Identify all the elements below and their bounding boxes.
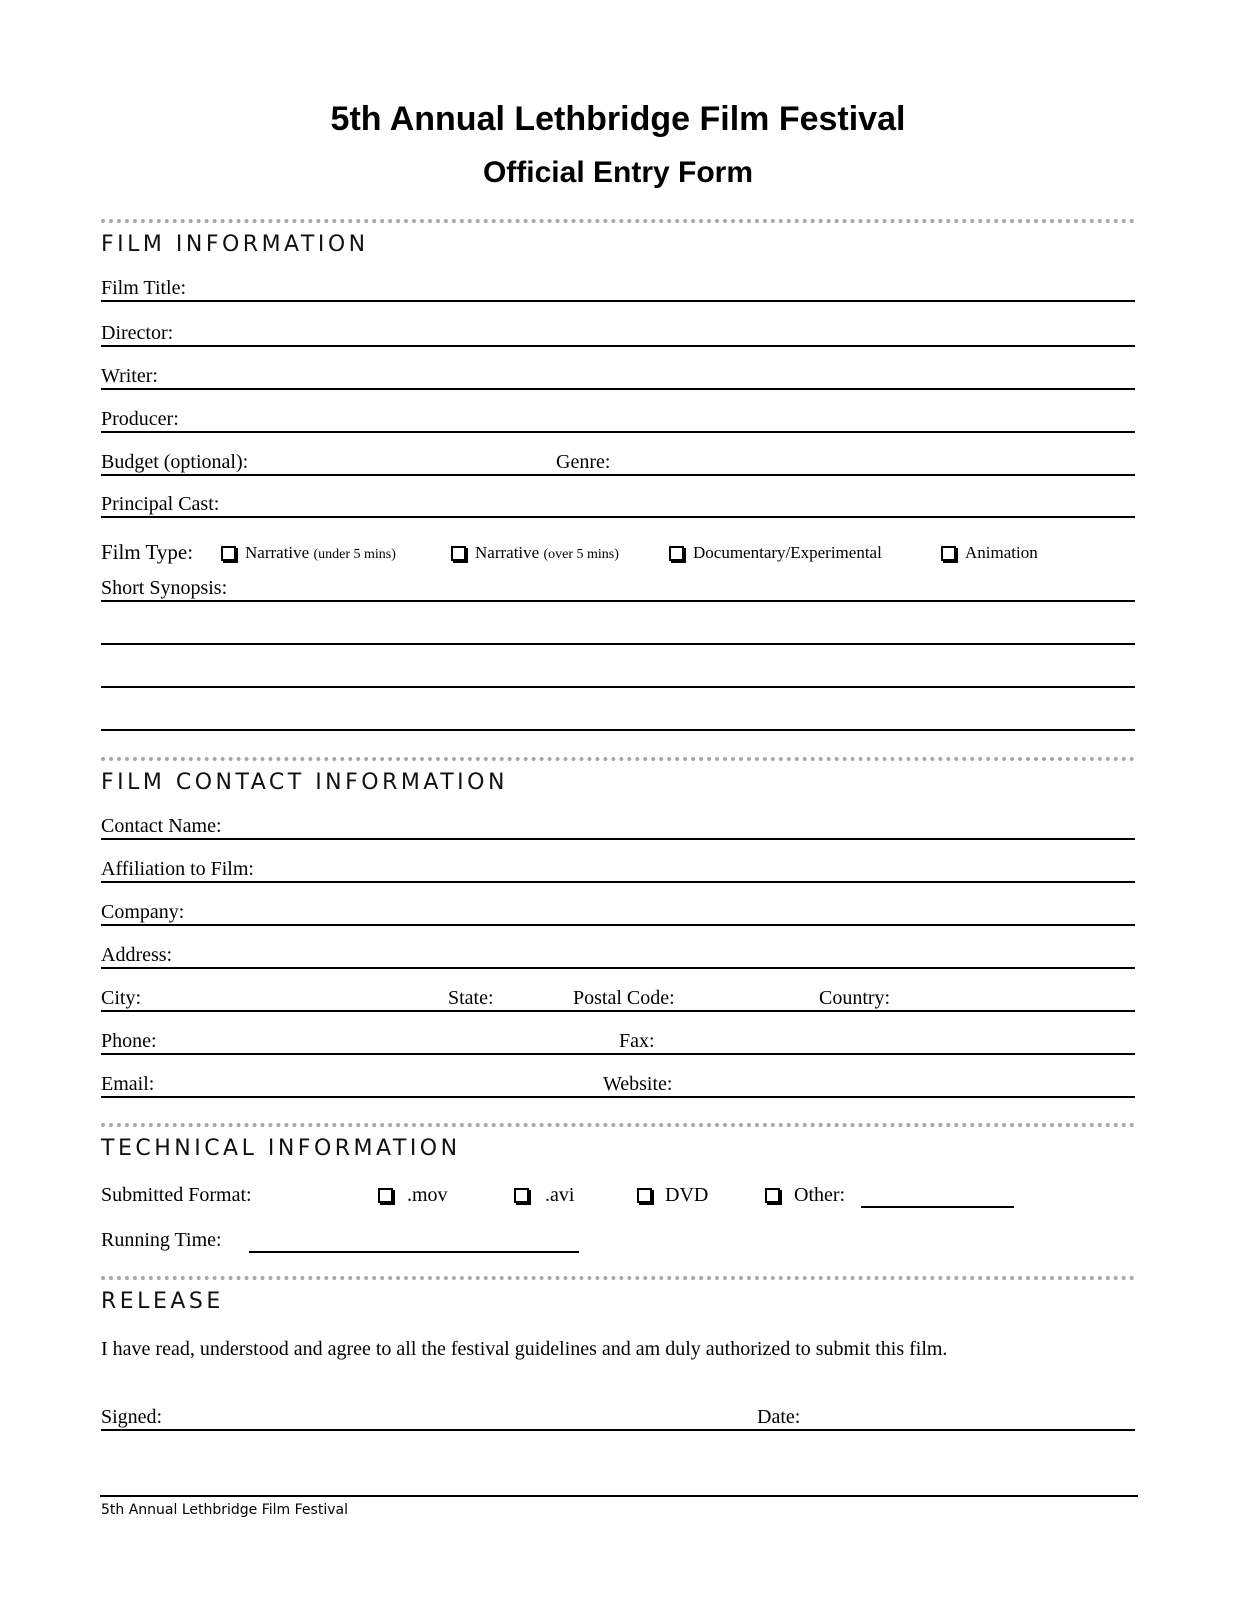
affiliation-line xyxy=(101,881,1135,883)
format-option-other: Other: xyxy=(794,1184,846,1206)
producer-line xyxy=(101,431,1135,433)
contact-name-input[interactable] xyxy=(246,816,1131,837)
film-title-label: Film Title: xyxy=(101,277,187,299)
address-input[interactable] xyxy=(196,945,1131,966)
phone-label: Phone: xyxy=(101,1030,157,1052)
address-line xyxy=(101,967,1135,969)
section-heading-film-information: FILM INFORMATION xyxy=(101,232,369,257)
synopsis-line xyxy=(101,686,1135,688)
film-type-option-narrative-under xyxy=(245,543,396,563)
affiliation-label: Affiliation to Film: xyxy=(101,858,254,880)
city-input[interactable] xyxy=(156,988,426,1009)
email-input[interactable] xyxy=(171,1074,591,1095)
city-line xyxy=(101,1010,1135,1012)
genre-label: Genre: xyxy=(556,451,611,473)
running-time-input[interactable] xyxy=(251,1231,576,1252)
submitted-format-row xyxy=(101,1184,1135,1214)
synopsis-input-2[interactable] xyxy=(101,621,1131,642)
director-label: Director: xyxy=(101,322,174,344)
film-type-option-narrative-over xyxy=(475,543,619,563)
format-other-input[interactable] xyxy=(863,1186,1013,1207)
film-type-option-animation: Animation xyxy=(965,543,1038,562)
running-time-row xyxy=(101,1229,601,1259)
genre-input[interactable] xyxy=(621,452,1131,473)
synopsis-input-4[interactable] xyxy=(101,707,1131,728)
synopsis-label: Short Synopsis: xyxy=(101,577,228,599)
synopsis-input-1[interactable] xyxy=(251,578,1131,599)
film-type-note: (over 5 mins) xyxy=(543,547,619,562)
writer-line xyxy=(101,388,1135,390)
date-input[interactable] xyxy=(816,1407,1131,1428)
country-label: Country: xyxy=(819,987,891,1009)
release-statement: I have read, understood and agree to all the festival guidelines and am duly authorized to submit this film. xyxy=(101,1338,948,1360)
synopsis-input-3[interactable] xyxy=(101,664,1131,685)
format-checkbox-dvd[interactable] xyxy=(637,1188,652,1203)
film-type-label: Film Type: xyxy=(101,540,194,564)
section-divider xyxy=(101,219,1135,223)
page-title: 5th Annual Lethbridge Film Festival xyxy=(330,100,906,138)
footer-rule xyxy=(100,1495,1138,1497)
format-checkbox-avi[interactable] xyxy=(514,1188,529,1203)
section-heading-contact-information: FILM CONTACT INFORMATION xyxy=(101,770,508,795)
signed-label: Signed: xyxy=(101,1406,163,1428)
contact-name-label: Contact Name: xyxy=(101,815,222,837)
section-divider xyxy=(101,1276,1135,1280)
film-type-name: Narrative xyxy=(475,543,540,562)
film-type-option-documentary: Documentary/Experimental xyxy=(693,543,882,562)
budget-genre-line xyxy=(101,474,1135,476)
budget-input[interactable] xyxy=(276,452,536,473)
synopsis-line xyxy=(101,600,1135,602)
signed-date-line xyxy=(101,1429,1135,1431)
submitted-format-label: Submitted Format: xyxy=(101,1184,252,1206)
film-type-checkbox-animation[interactable] xyxy=(941,546,956,561)
producer-input[interactable] xyxy=(196,409,1131,430)
format-checkbox-mov[interactable] xyxy=(378,1188,393,1203)
writer-label: Writer: xyxy=(101,365,158,387)
phone-fax-line xyxy=(101,1053,1135,1055)
phone-input[interactable] xyxy=(176,1031,596,1052)
state-input[interactable] xyxy=(506,988,566,1009)
fax-label: Fax: xyxy=(619,1030,655,1052)
address-label: Address: xyxy=(101,944,173,966)
page-subtitle: Official Entry Form xyxy=(482,156,754,189)
state-label: State: xyxy=(448,987,494,1009)
section-heading-technical-information: TECHNICAL INFORMATION xyxy=(101,1136,461,1161)
city-label: City: xyxy=(101,987,142,1009)
film-title-input[interactable] xyxy=(211,278,1131,299)
company-input[interactable] xyxy=(206,902,1131,923)
format-option-avi: .avi xyxy=(545,1184,575,1206)
film-title-line xyxy=(101,300,1135,302)
format-option-mov: .mov xyxy=(407,1184,448,1206)
writer-input[interactable] xyxy=(176,366,1131,387)
film-type-name: Narrative xyxy=(245,543,310,562)
film-type-checkbox-narrative-under[interactable] xyxy=(221,546,236,561)
budget-label: Budget (optional): xyxy=(101,451,249,473)
affiliation-input[interactable] xyxy=(286,859,1131,880)
postal-code-input[interactable] xyxy=(696,988,806,1009)
director-input[interactable] xyxy=(191,323,1131,344)
signed-input[interactable] xyxy=(176,1407,736,1428)
principal-cast-input[interactable] xyxy=(241,494,1131,515)
film-type-note: (under 5 mins) xyxy=(313,547,396,562)
contact-name-line xyxy=(101,838,1135,840)
postal-code-label: Postal Code: xyxy=(573,987,675,1009)
section-divider xyxy=(101,757,1135,761)
company-label: Company: xyxy=(101,901,185,923)
section-heading-release: RELEASE xyxy=(101,1289,224,1314)
film-type-checkbox-documentary[interactable] xyxy=(669,546,684,561)
section-divider xyxy=(101,1123,1135,1127)
synopsis-line xyxy=(101,729,1135,731)
format-checkbox-other[interactable] xyxy=(765,1188,780,1203)
producer-label: Producer: xyxy=(101,408,179,430)
director-line xyxy=(101,345,1135,347)
email-website-line xyxy=(101,1096,1135,1098)
principal-cast-line xyxy=(101,516,1135,518)
film-type-row xyxy=(101,540,1135,570)
footer-text: 5th Annual Lethbridge Film Festival xyxy=(101,1502,348,1518)
film-type-checkbox-narrative-over[interactable] xyxy=(451,546,466,561)
date-label: Date: xyxy=(757,1406,801,1428)
format-option-dvd: DVD xyxy=(665,1184,709,1206)
country-input[interactable] xyxy=(906,988,1131,1009)
email-label: Email: xyxy=(101,1073,155,1095)
principal-cast-label: Principal Cast: xyxy=(101,493,220,515)
website-input[interactable] xyxy=(691,1074,1131,1095)
website-label: Website: xyxy=(603,1073,673,1095)
synopsis-line xyxy=(101,643,1135,645)
running-time-label: Running Time: xyxy=(101,1229,222,1251)
fax-input[interactable] xyxy=(671,1031,1131,1052)
company-line xyxy=(101,924,1135,926)
